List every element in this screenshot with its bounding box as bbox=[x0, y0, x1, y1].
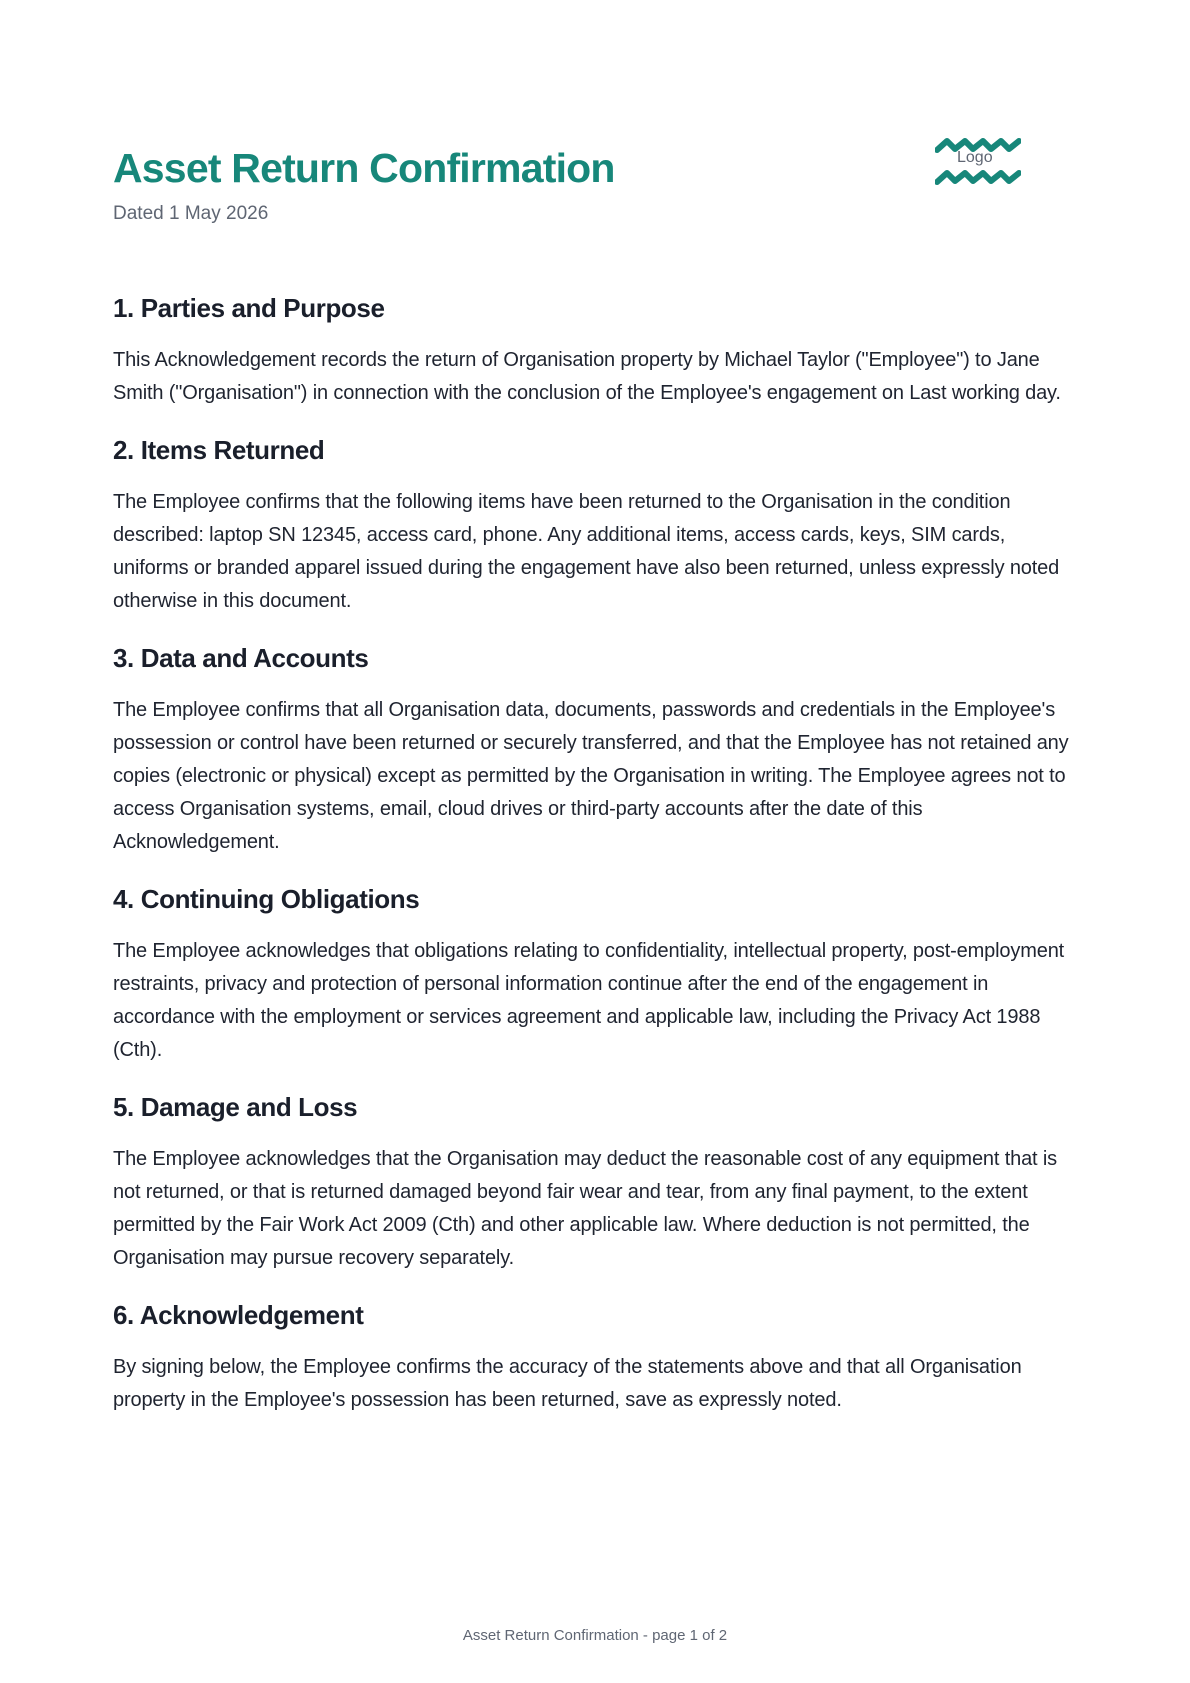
document-header bbox=[113, 138, 1033, 238]
section-heading: 1. Parties and Purpose bbox=[113, 293, 385, 323]
section-text: By signing below, the Employee confirms the accuracy of the statements above and that all Organisation property in the Employee's possession has been returned, save as expressly noted. bbox=[113, 1356, 1022, 1411]
logo-label: Logo bbox=[957, 149, 993, 166]
section-heading: 3. Data and Accounts bbox=[113, 643, 369, 673]
section-heading: 5. Damage and Loss bbox=[113, 1092, 358, 1122]
section-text: The Employee acknowledges that obligations relating to confidentiality, intellectual property, post-employment restraints, privacy and protection of personal information continue after the end of the engagement in accordance with the employment or services agreement and applicable law, including the Privacy Act 1988 (Cth). bbox=[113, 940, 1065, 1061]
section-heading: 6. Acknowledgement bbox=[113, 1300, 364, 1330]
document-body bbox=[113, 288, 1073, 1437]
document-date: Dated 1 May 2026 bbox=[113, 203, 269, 224]
logo bbox=[935, 138, 1021, 186]
section-damage-loss bbox=[113, 1087, 1073, 1275]
section-continuing-obligations bbox=[113, 879, 1073, 1067]
page-footer: Asset Return Confirmation - page 1 of 2 bbox=[462, 1627, 728, 1644]
section-acknowledgement bbox=[113, 1295, 1073, 1417]
section-text: The Employee acknowledges that the Organisation may deduct the reasonable cost of any equipment that is not returned, or that is returned damaged beyond fair wear and tear, from any final payment, to the extent permitted by the Fair Work Act 2009 (Cth) and other applicable law. Where deduction is not permitted, the Organisation may pursue recovery separately. bbox=[113, 1148, 1058, 1269]
section-items-returned bbox=[113, 430, 1073, 618]
section-data-accounts bbox=[113, 638, 1073, 859]
section-heading: 2. Items Returned bbox=[113, 435, 325, 465]
section-text: This Acknowledgement records the return of Organisation property by Michael Taylor ("Employee") to Jane Smith ("Organisation") in connection with the conclusion of the Employee's engagement on Last working day. bbox=[113, 349, 1061, 404]
section-text: The Employee confirms that all Organisation data, documents, passwords and credentials in the Employee's possession or control have been returned or securely transferred, and that the Employee has not retained any copies (electronic or physical) except as permitted by the Organisation in writing. The Employee agrees not to access Organisation systems, email, cloud drives or third-party accounts after the date of this Acknowledgement. bbox=[113, 699, 1069, 853]
section-text: The Employee confirms that the following items have been returned to the Organisation in the condition described: laptop SN 12345, access card, phone. Any additional items, access cards, keys, SIM cards, uniforms or branded apparel issued during the engagement have also been returned, unless expressly noted otherwise in this document. bbox=[113, 491, 1060, 612]
section-heading: 4. Continuing Obligations bbox=[113, 884, 420, 914]
document-title: Asset Return Confirmation bbox=[113, 145, 615, 191]
section-parties bbox=[113, 288, 1073, 410]
